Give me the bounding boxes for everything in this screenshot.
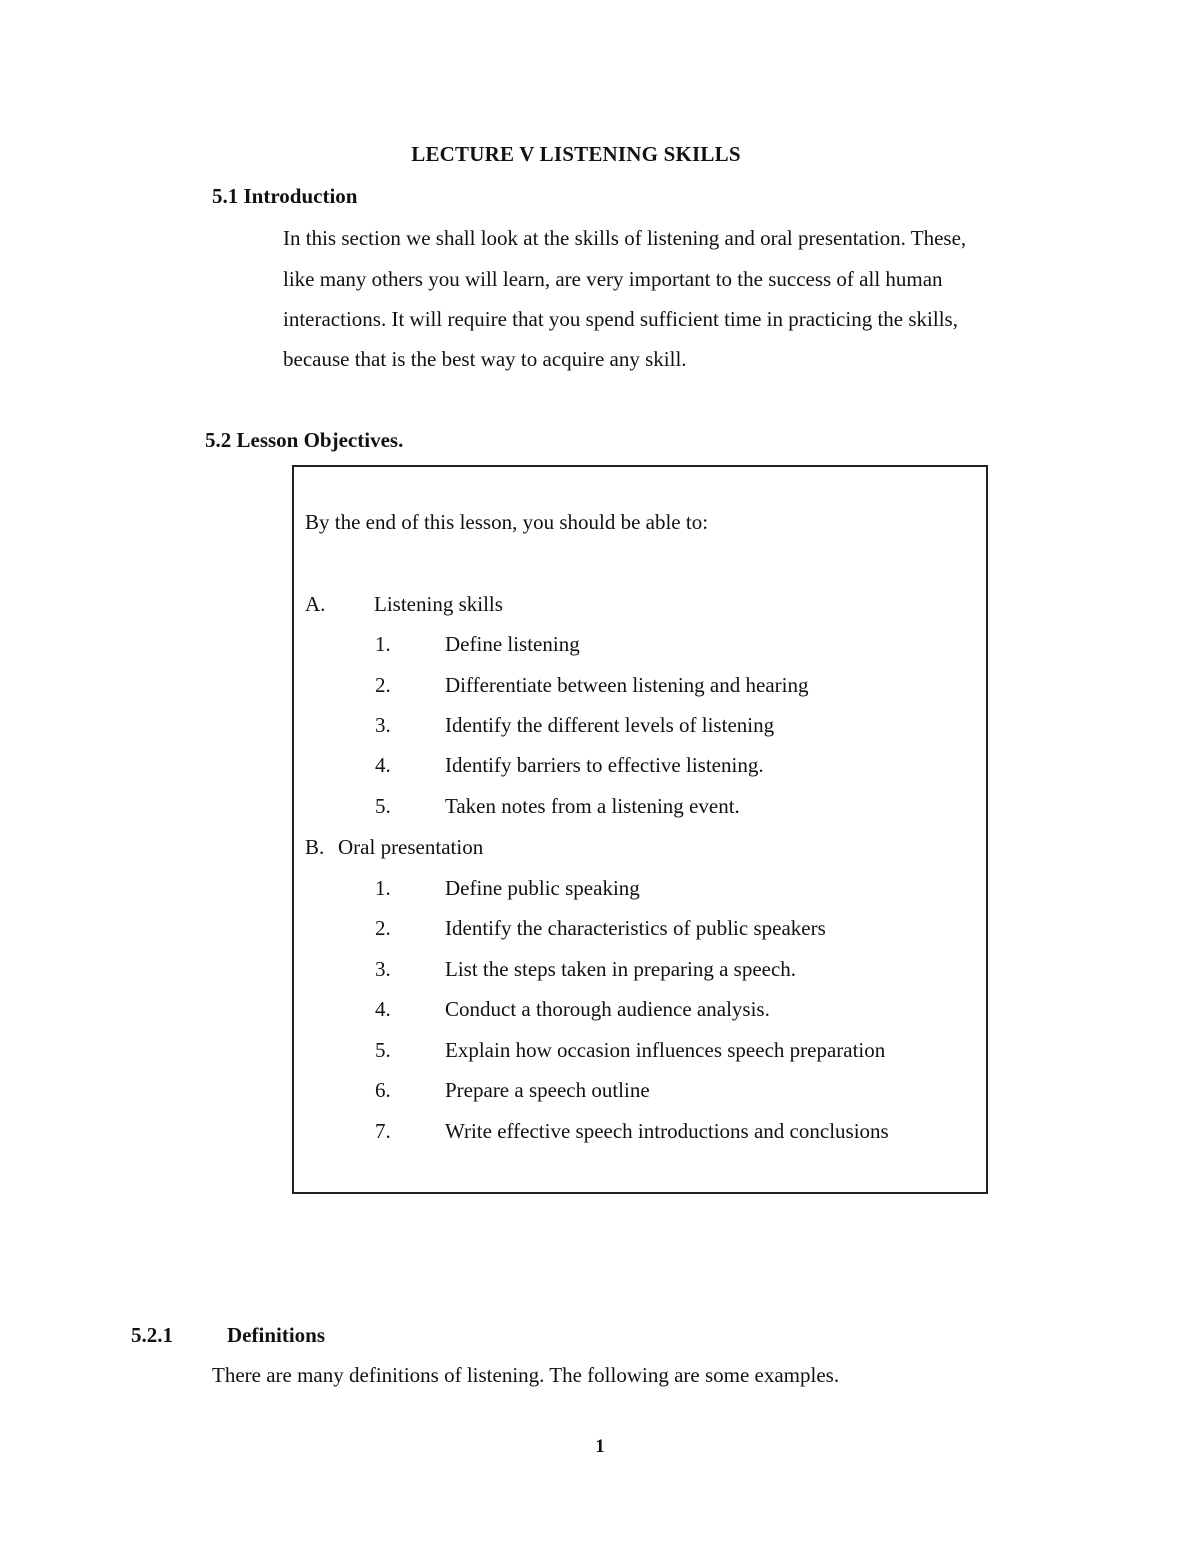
objectives-heading: 5.2 Lesson Objectives. [205,428,404,452]
list-item-number: 7. [375,1119,391,1143]
intro-line: In this section we shall look at the skills of listening and oral presentation. These, [283,226,967,250]
section-a-label: A. [305,592,326,616]
intro-line: because that is the best way to acquire any skill. [283,347,687,371]
page-title: LECTURE V LISTENING SKILLS [411,142,741,166]
intro-line: interactions. It will require that you spend sufficient time in practicing the skills, [283,307,958,331]
definitions-heading: Definitions [227,1323,326,1347]
intro-line: like many others you will learn, are very important to the success of all human [283,267,943,291]
list-item-number: 1. [375,632,391,656]
list-item-number: 5. [375,794,391,818]
list-item-number: 1. [375,876,391,900]
list-item-number: 2. [375,673,391,697]
list-item: Conduct a thorough audience analysis. [445,997,770,1021]
list-item-number: 5. [375,1038,391,1062]
definitions-number: 5.2.1 [131,1323,173,1347]
list-item-number: 3. [375,957,391,981]
list-item: Explain how occasion influences speech preparation [445,1038,886,1062]
list-item-number: 4. [375,997,391,1021]
section-a-title: Listening skills [374,592,503,616]
list-item-number: 4. [375,753,391,777]
list-item: Write effective speech introductions and conclusions [445,1119,889,1143]
list-item: Taken notes from a listening event. [445,794,740,818]
list-item: Define listening [445,632,580,656]
list-item: Identify barriers to effective listening. [445,753,764,777]
list-item: Define public speaking [445,876,640,900]
page-number: 1 [595,1436,605,1457]
intro-heading: 5.1 Introduction [212,184,358,208]
list-item: Differentiate between listening and hearing [445,673,809,697]
list-item: Identify the characteristics of public speakers [445,916,826,940]
list-item: Identify the different levels of listening [445,713,775,737]
list-item: List the steps taken in preparing a speech. [445,957,797,981]
section-b-title: Oral presentation [338,835,484,859]
definitions-text: There are many definitions of listening. The following are some examples. [212,1363,840,1387]
objectives-lead: By the end of this lesson, you should be able to: [305,510,709,534]
list-item-number: 3. [375,713,391,737]
list-item-number: 2. [375,916,391,940]
section-b-label: B. [305,835,325,859]
list-item-number: 6. [375,1078,391,1102]
list-item: Prepare a speech outline [445,1078,650,1102]
